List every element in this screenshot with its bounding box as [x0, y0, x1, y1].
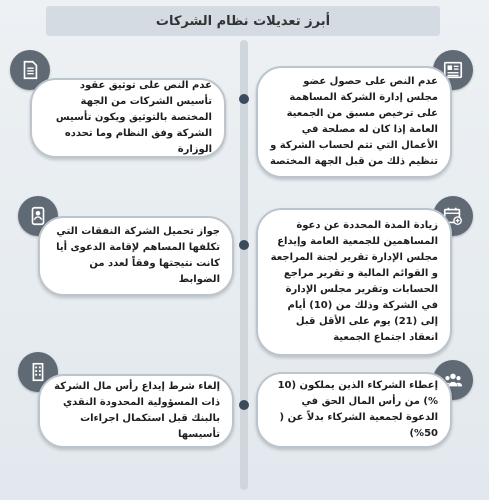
amendment-card — [38, 216, 234, 296]
timeline-dot — [239, 400, 249, 410]
amendment-card — [256, 66, 452, 178]
amendment-text: عدم النص على توثيق عقود تأسيس الشركات من الجهة المختصة بالتوثيق ويكون تأسيس الشركة وفق النظام وما تحدده الوزارة — [55, 80, 212, 155]
timeline-dot — [239, 240, 249, 250]
page-title: أبرز تعديلات نظام الشركات — [46, 6, 440, 36]
amendment-card — [256, 372, 452, 448]
amendment-text: جواز تحميل الشركة النفقات التي تكلفها المساهم لإقامة الدعوى أيا كانت نتيجتها وفقاً لعدد من الضوابط — [56, 226, 220, 285]
timeline-dot — [239, 94, 249, 104]
timeline-line — [240, 40, 248, 490]
amendment-card — [30, 78, 226, 158]
amendment-card — [38, 374, 234, 448]
amendment-text: إعطاء الشركاء الذين يملكون (10 %) من رأس المال الحق في الدعوة لجمعية الشركاء بدلاً عن ( 50%) — [277, 380, 438, 439]
amendment-card — [256, 208, 452, 356]
amendment-text: عدم النص على حصول عضو مجلس إدارة الشركة المساهمة على ترخيص مسبق من الجمعية العامة إذا كان له مصلحة في الأعمال التي تتم لحساب الشركة و تنظيم ذلك من قبل الجهة المختصة — [269, 76, 438, 167]
amendment-text: زيادة المدة المحددة عن دعوة المساهمين للجمعية العامة وإيداع مجلس الإدارة تقرير لجنة المراجعة و القوائم المالية و تقرير مراجع الحسابات وتقرير مجلس الإدارة في الشركة وذلك من (10) أيام إلى (21) يوم على الأقل قبل انعقاد اجتماع الجمعية — [270, 220, 438, 343]
amendment-text: إلغاء شرط إيداع رأس مال الشركة ذات المسؤولية المحدودة النقدي بالبنك قبل استكمال اجراءات تأسيسها — [54, 381, 220, 440]
